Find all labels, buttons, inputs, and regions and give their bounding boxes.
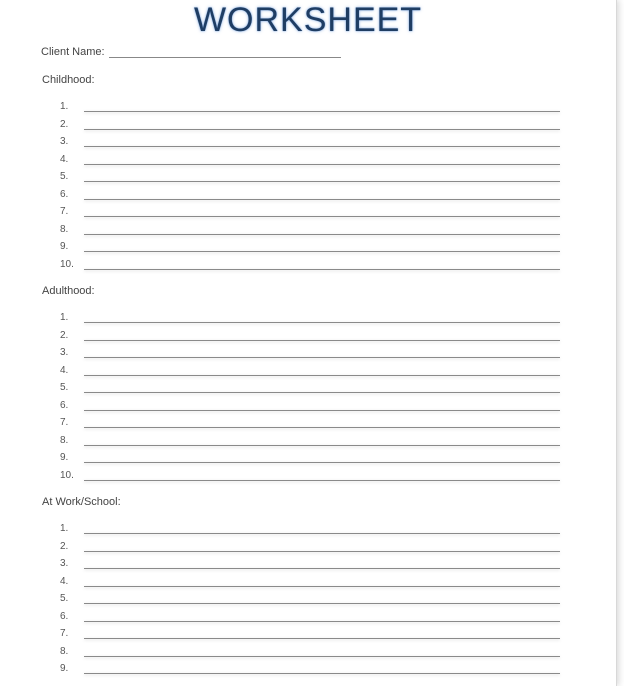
answer-line[interactable] — [84, 638, 560, 639]
answer-line[interactable] — [84, 375, 560, 376]
adulthood-item[interactable] — [60, 435, 560, 449]
item-number: 2. — [60, 119, 69, 130]
item-number: 9. — [60, 452, 69, 463]
work-school-item[interactable] — [60, 646, 560, 660]
answer-line[interactable] — [84, 656, 560, 657]
client-name-row — [41, 46, 341, 58]
answer-line[interactable] — [84, 181, 560, 182]
answer-line[interactable] — [84, 445, 560, 446]
page-title: WORKSHEET — [193, 1, 423, 39]
work-school-item[interactable] — [60, 593, 560, 607]
work-school-item[interactable] — [60, 541, 560, 555]
item-number: 6. — [60, 189, 69, 200]
answer-line[interactable] — [84, 357, 560, 358]
adulthood-item[interactable] — [60, 312, 560, 326]
item-number: 4. — [60, 576, 69, 587]
answer-line[interactable] — [84, 322, 560, 323]
answer-line[interactable] — [84, 533, 560, 534]
answer-line[interactable] — [84, 427, 560, 428]
childhood-item[interactable] — [60, 101, 560, 115]
answer-line[interactable] — [84, 673, 560, 674]
adulthood-item[interactable] — [60, 452, 560, 466]
item-number: 5. — [60, 171, 69, 182]
item-number: 6. — [60, 611, 69, 622]
answer-line[interactable] — [84, 129, 560, 130]
childhood-item[interactable] — [60, 224, 560, 238]
work-school-item[interactable] — [60, 523, 560, 537]
childhood-item[interactable] — [60, 154, 560, 168]
childhood-item[interactable] — [60, 259, 560, 273]
answer-line[interactable] — [84, 111, 560, 112]
answer-line[interactable] — [84, 568, 560, 569]
answer-line[interactable] — [84, 603, 560, 604]
childhood-item[interactable] — [60, 136, 560, 150]
adulthood-item[interactable] — [60, 330, 560, 344]
item-number: 5. — [60, 593, 69, 604]
answer-line[interactable] — [84, 410, 560, 411]
adulthood-item[interactable] — [60, 382, 560, 396]
client-name-field[interactable] — [109, 47, 341, 58]
adulthood-item[interactable] — [60, 365, 560, 379]
work-school-item[interactable] — [60, 558, 560, 572]
section-heading-work-school: At Work/School: — [42, 496, 121, 508]
item-number: 4. — [60, 154, 69, 165]
item-number: 2. — [60, 541, 69, 552]
answer-line[interactable] — [84, 392, 560, 393]
item-number: 9. — [60, 663, 69, 674]
item-number: 4. — [60, 365, 69, 376]
answer-line[interactable] — [84, 164, 560, 165]
adulthood-item[interactable] — [60, 347, 560, 361]
item-number: 8. — [60, 646, 69, 657]
adulthood-item[interactable] — [60, 400, 560, 414]
childhood-item[interactable] — [60, 241, 560, 255]
item-number: 3. — [60, 347, 69, 358]
answer-line[interactable] — [84, 462, 560, 463]
childhood-item[interactable] — [60, 119, 560, 133]
item-number: 6. — [60, 400, 69, 411]
item-number: 9. — [60, 241, 69, 252]
item-number: 3. — [60, 558, 69, 569]
item-number: 10. — [60, 470, 74, 481]
item-number: 7. — [60, 628, 69, 639]
item-number: 8. — [60, 224, 69, 235]
work-school-item[interactable] — [60, 611, 560, 625]
answer-line[interactable] — [84, 216, 560, 217]
answer-line[interactable] — [84, 586, 560, 587]
answer-line[interactable] — [84, 269, 560, 270]
item-number: 7. — [60, 417, 69, 428]
item-number: 3. — [60, 136, 69, 147]
item-number: 1. — [60, 523, 69, 534]
work-school-item[interactable] — [60, 663, 560, 677]
item-number: 2. — [60, 330, 69, 341]
answer-line[interactable] — [84, 146, 560, 147]
answer-line[interactable] — [84, 551, 560, 552]
work-school-item[interactable] — [60, 576, 560, 590]
childhood-item[interactable] — [60, 206, 560, 220]
item-number: 7. — [60, 206, 69, 217]
childhood-item[interactable] — [60, 171, 560, 185]
section-heading-adulthood: Adulthood: — [42, 285, 95, 297]
item-number: 10. — [60, 259, 74, 270]
item-number: 8. — [60, 435, 69, 446]
adulthood-item[interactable] — [60, 417, 560, 431]
client-name-label: Client Name: — [41, 46, 105, 58]
section-heading-childhood: Childhood: — [42, 74, 95, 86]
childhood-item[interactable] — [60, 189, 560, 203]
answer-line[interactable] — [84, 234, 560, 235]
answer-line[interactable] — [84, 199, 560, 200]
item-number: 1. — [60, 101, 69, 112]
adulthood-item[interactable] — [60, 470, 560, 484]
answer-line[interactable] — [84, 480, 560, 481]
answer-line[interactable] — [84, 621, 560, 622]
item-number: 5. — [60, 382, 69, 393]
item-number: 1. — [60, 312, 69, 323]
answer-line[interactable] — [84, 340, 560, 341]
answer-line[interactable] — [84, 251, 560, 252]
work-school-item[interactable] — [60, 628, 560, 642]
